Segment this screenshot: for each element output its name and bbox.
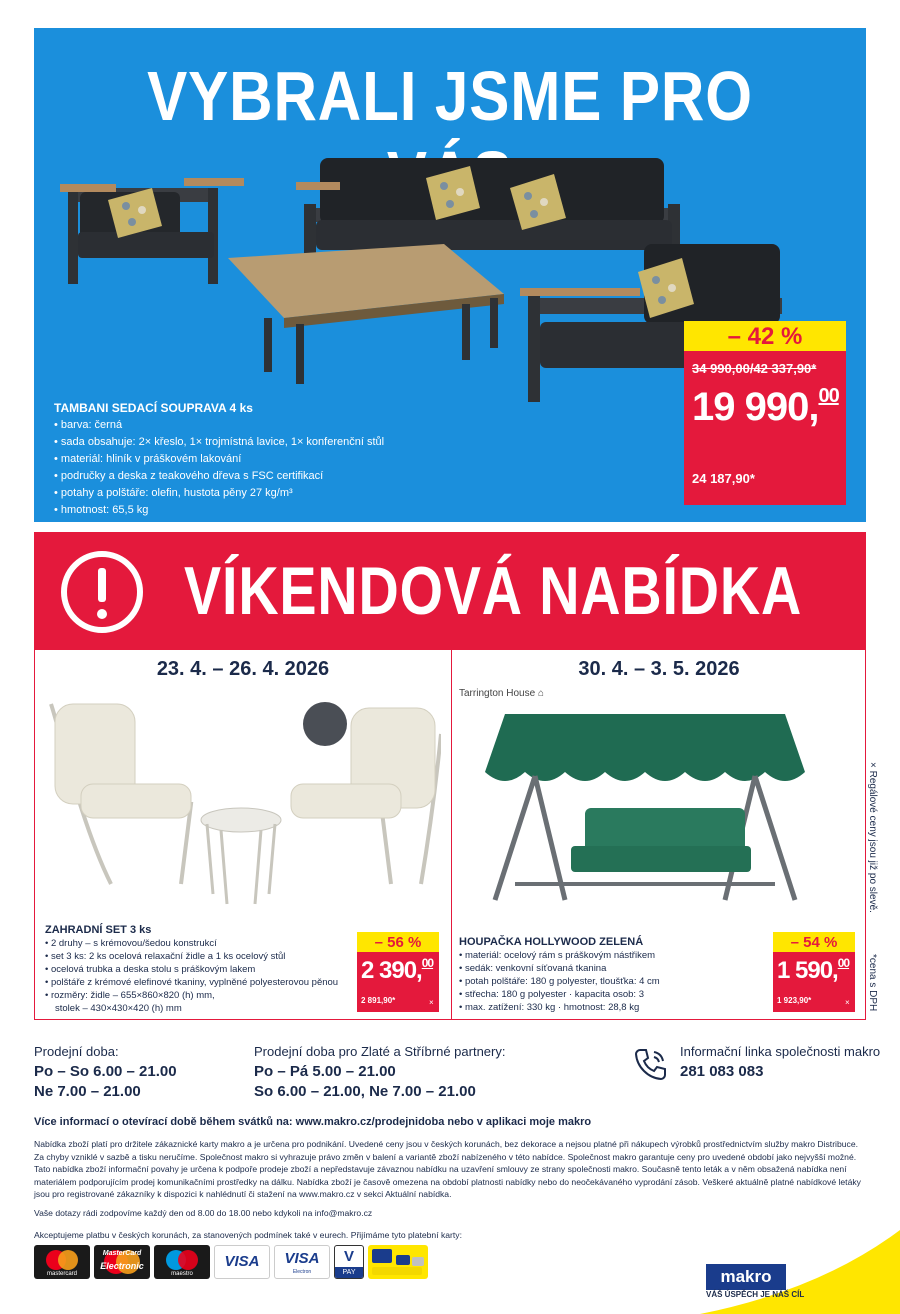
partner-hours-weekend: So 6.00 – 21.00, Ne 7.00 – 21.00 [254, 1083, 476, 1100]
brand-name: Tarrington House [459, 688, 536, 699]
hero-price-main: 19 990, [692, 385, 819, 429]
opening-hours-label: Prodejní doba: [34, 1044, 119, 1059]
visa-logo [214, 1245, 270, 1279]
hero-old-price: 34 990,00/42 337,90* [692, 361, 817, 376]
info-line [680, 1042, 880, 1082]
product-feature: • set 3 ks: 2 ks ocelová relaxační židle a 1 ks ocelový stůl [45, 950, 365, 963]
product-feature: • max. zatížení: 330 kg · hmotnost: 28,8 kg [459, 1001, 759, 1014]
maestro-circles-icon [154, 1247, 210, 1273]
side-note-vat: *cena s DPH [867, 954, 878, 1012]
opening-hours-sunday: Ne 7.00 – 21.00 [34, 1083, 141, 1100]
product-feature: • ocelová trubka a deska stolu s práškovým lakem [45, 963, 365, 976]
product-feature: stolek – 430×430×420 (h) mm [55, 1003, 182, 1014]
side-note-shelf-price: × Regálové ceny jsou již po slevě. [867, 762, 878, 913]
hero-feature: • područky a deska z teakového dřeva s FSC certifikací [54, 468, 494, 485]
hero-price-cents: 00 [818, 385, 839, 407]
hero-banner [34, 28, 866, 522]
product-feature: • rozměry: židle – 655×860×820 (h) mm, [45, 989, 365, 1002]
exclamation-icon [58, 548, 146, 636]
partner-hours [254, 1042, 505, 1102]
mastercard-electronic-logo [94, 1245, 150, 1279]
visa-electron-logo [274, 1245, 330, 1279]
product-swing [459, 936, 759, 1014]
mastercard-circles-icon [34, 1247, 90, 1273]
contact-text: Vaše dotazy rádi zodpovíme každý den od 8.00 do 18.00 nebo kdykoli na info@makro.cz [34, 1208, 373, 1218]
makro-logo-text: makro [720, 1267, 772, 1286]
hero-feature: • barva: černá [54, 417, 494, 434]
hero-new-price [692, 385, 839, 430]
card-label-top: MasterCard [102, 1250, 142, 1257]
mastercard-logo [34, 1245, 90, 1279]
card-sublabel: Electron [292, 1269, 312, 1275]
maestro-logo [154, 1245, 210, 1279]
weekend-offers [34, 650, 866, 1020]
partner-hours-weekdays: Po – Pá 5.00 – 21.00 [254, 1063, 396, 1080]
house-icon: ⌂ [537, 688, 544, 699]
product-feature: • sedák: venkovní síťovaná tkanina [459, 962, 759, 975]
card-label-bottom: PAY [335, 1267, 363, 1278]
armchair-left-image [60, 178, 244, 284]
weekend-title: VÍKENDOVÁ NABÍDKA [184, 553, 803, 629]
legal-text: Nabídka zboží platí pro držitele zákaznické karty makro a je určena pro podnikání. Uvedené ceny jsou v českých korunách, bez dekorace a nejsou platné při nákupech výrobků prostřednictvím služby makro Distribuce. Za chyby vzniklé v sazbě a tisku neručíme. Společnost makro si vyhrazuje právo změn v balení a variantě zboží nabízeného v této nabídce. Společnost makro garantuje ceny pro uvedené období jako nejvyšší možné. Tato nabídka zboží informační povahy je určena k podpoře prodeje zboží a nepředstavuje závaznou nabídku na uzavření smlouvy ze strany společnosti makro. Současně tento leták a v něm obsažená nabídka není materiálem podporujícím prodej komunikačními prostředky na dálku. Nabídka zboží je časově omezena na období platnosti nabídky nebo do neočekávaného vyprodání zásob. Veškeré aktuálně platné nabídkové letáky jsou pro registrované zákazníky k dispozici k nahlédnutí či stažení na www.makro.cz v sekci Aktuální nabídka. [34, 1139, 861, 1199]
price-main: 1 590, [777, 957, 838, 984]
card-label: VISA [224, 1253, 260, 1270]
opening-hours [34, 1042, 177, 1102]
makro-card-logo [368, 1245, 428, 1279]
info-line-phone[interactable]: 281 083 083 [680, 1063, 764, 1080]
brand-tag [459, 688, 544, 699]
card-label-top: V [343, 1248, 354, 1265]
coffee-table-image [228, 244, 504, 384]
hero-product-title: TAMBANI SEDACÍ SOUPRAVA 4 ks [54, 401, 253, 415]
price-cents: 00 [837, 956, 850, 970]
payment-accept-text: Akceptujeme platbu v českých korunách, za stanovených podmínek také v eurech. Přijímáme tyto platební karty: [34, 1230, 462, 1240]
product-feature: • střecha: 180 g polyester · kapacita osob: 3 [459, 988, 759, 1001]
card-label: VISA [284, 1250, 320, 1267]
price [361, 956, 433, 985]
hero-product-info [54, 400, 494, 519]
hero-feature: • materiál: hliník v práškovém lakování [54, 451, 494, 468]
card-label-bottom: Electronic [100, 1261, 144, 1271]
discount-badge: – 54 % [773, 932, 855, 952]
makro-cards-icon [368, 1245, 428, 1279]
price-vat: 2 891,90* [361, 996, 396, 1005]
price-box-swing [773, 932, 855, 1012]
holiday-hours-info: Více informací o otevírací době během svátků na: www.makro.cz/prodejnidoba nebo v aplikaci moje makro [34, 1116, 592, 1128]
hero-title: VYBRALI JSME PRO [147, 57, 753, 135]
product-title: HOUPAČKA HOLLYWOOD ZELENÁ [459, 936, 644, 948]
product-garden-set [45, 924, 365, 1015]
product-feature: • polštáře z krémové elefinové tkaniny, vyplněné polyesterovou pěnou [45, 976, 365, 989]
price-box-garden-set [357, 932, 439, 1012]
date-range-right: 30. 4. – 3. 5. 2026 [578, 658, 740, 680]
hero-feature: • potahy a polštáře: olefin, hustota pěny 27 kg/m³ [54, 485, 494, 502]
weekend-banner [34, 532, 866, 650]
garden-swing-image [475, 700, 815, 930]
price-main: 2 390, [361, 957, 422, 984]
hero-price-vat: 24 187,90* [692, 471, 755, 486]
price-cents: 00 [421, 956, 434, 970]
hero-price-box [684, 321, 846, 505]
shelf-mark: × [429, 998, 434, 1007]
price-vat: 1 923,90* [777, 996, 812, 1005]
product-feature: • potah polštáře: 180 g polyester, tloušťka: 4 cm [459, 975, 759, 988]
card-label: mastercard [46, 1271, 77, 1277]
product-feature: • 2 druhy – s krémovou/šedou konstrukcí [45, 937, 365, 950]
product-title: ZAHRADNÍ SET 3 ks [45, 924, 152, 936]
partner-hours-label: Prodejní doba pro Zlaté a Stříbrné partnery: [254, 1044, 506, 1059]
hero-feature: • sada obsahuje: 2× křeslo, 1× trojmístná lavice, 1× konferenční stůl [54, 434, 494, 451]
phone-icon [632, 1046, 668, 1082]
discount-badge: – 56 % [357, 932, 439, 952]
date-range-left: 23. 4. – 26. 4. 2026 [156, 658, 330, 680]
shelf-mark: × [845, 998, 850, 1007]
opening-hours-weekdays: Po – So 6.00 – 21.00 [34, 1063, 177, 1080]
garden-set-image [41, 694, 441, 924]
price [777, 956, 849, 985]
info-line-label: Informační linka společnosti makro [680, 1044, 881, 1059]
card-label: maestro [171, 1271, 193, 1277]
makro-slogan: VÁŠ ÚSPĚCH JE NÁŠ CÍL [706, 1290, 805, 1299]
divider [451, 650, 452, 1020]
vpay-logo [334, 1245, 364, 1279]
product-feature: • materiál: ocelový rám s práškovým nástřikem [459, 949, 759, 962]
hero-discount-badge: – 42 % [684, 321, 846, 351]
hero-feature: • hmotnost: 65,5 kg [54, 502, 494, 519]
